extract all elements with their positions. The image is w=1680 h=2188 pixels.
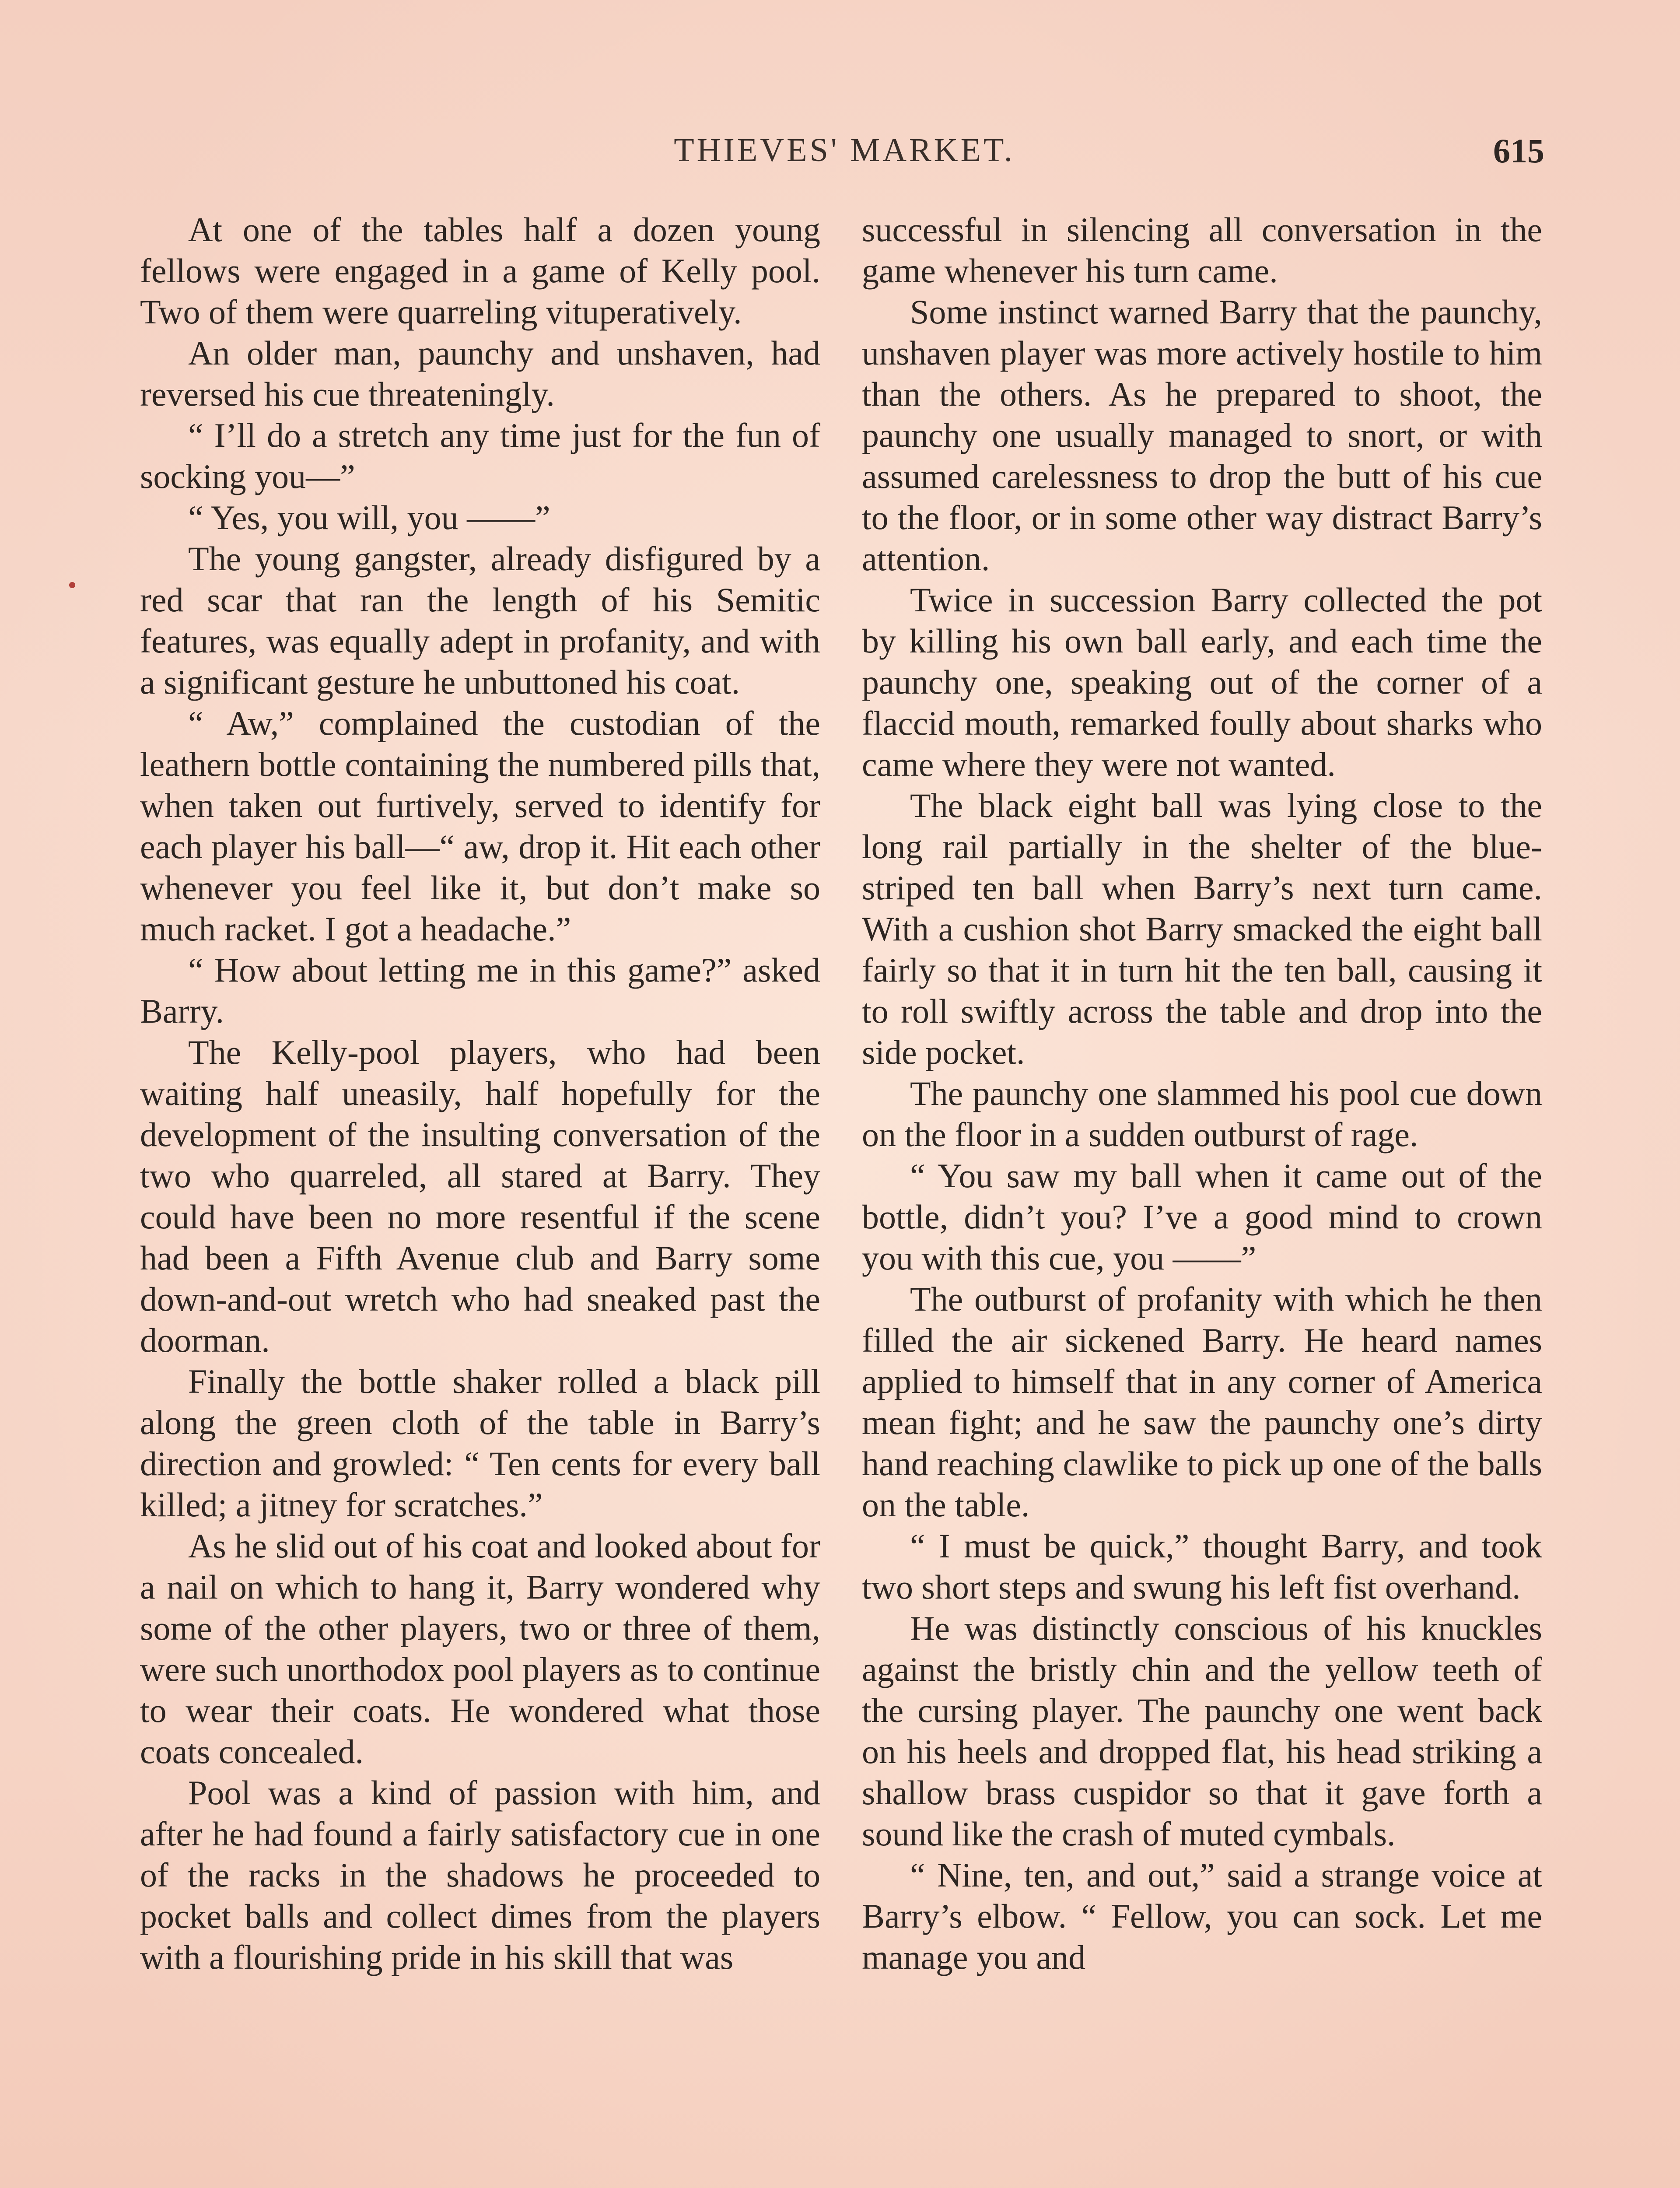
paragraph: The outburst of profanity with which he then filled the air sickened Barry. He heard names applied to himself that in any corner of America mean fight; and he saw the paunchy one’s dirty hand reaching clawlike to pick up one of the balls on the table. [862, 1280, 1542, 1524]
paragraph: Finally the bottle shaker rolled a black pill along the green cloth of the table in Barry’s direction and growled: “ Ten cents for every ball killed; a jitney for scratches.” [140, 1362, 820, 1524]
paragraph: “ Aw,” complained the custodian of the leathern bottle containing the numbered pills that, when taken out furtively, served to identify for each player his ball—“ aw, drop it. Hit each other whenever you feel like it, but don’t make so much racket. I got a headache.” [140, 704, 820, 948]
right-text-column [862, 209, 1542, 1978]
paragraph: “ You saw my ball when it came out of the bottle, didn’t you? I’ve a good mind to crown you with this cue, you ——” [862, 1157, 1542, 1277]
paragraph: “ Nine, ten, and out,” said a strange voice at Barry’s elbow. “ Fellow, you can sock. Let me manage you and [862, 1856, 1542, 1976]
paragraph: The black eight ball was lying close to the long rail partially in the shelter of the blue-striped ten ball when Barry’s next turn came. With a cushion shot Barry smacked the eight ball fairly so that it in turn hit the ten ball, causing it to roll swiftly across the table and drop into the side pocket. [862, 786, 1542, 1071]
running-head [144, 131, 1544, 179]
running-title: THIEVES' MARKET. [674, 132, 1015, 168]
paragraph: “ I must be quick,” thought Barry, and took two short steps and swung his left fist overhand. [862, 1527, 1542, 1606]
paper-speck [69, 582, 75, 588]
paragraph: “ I’ll do a stretch any time just for the fun of socking you—” [140, 416, 820, 495]
paragraph: Pool was a kind of passion with him, and after he had found a fairly satisfactory cue in one of the racks in the shadows he proceeded to pocket balls and collect dimes from the players with a flourishing pride in his skill that was [140, 1774, 820, 1976]
page-number: 615 [1493, 132, 1544, 170]
paragraph: As he slid out of his coat and looked about for a nail on which to hang it, Barry wondered why some of the other players, two or three of them, were such unorthodox pool players as to continue to wear their coats. He wondered what those coats concealed. [140, 1527, 820, 1771]
paragraph: “ How about letting me in this game?” asked Barry. [140, 951, 820, 1030]
paragraph: successful in silencing all conversation in the game whenever his turn came. [862, 210, 1542, 290]
paragraph: The paunchy one slammed his pool cue down on the floor in a sudden outburst of rage. [862, 1074, 1542, 1154]
paragraph: “ Yes, you will, you ——” [188, 498, 550, 536]
left-text-column [140, 209, 820, 1978]
paragraph: Twice in succession Barry collected the pot by killing his own ball early, and each time the paunchy one, speaking out of the corner of a flaccid mouth, remarked foully about sharks who came where they were not wanted. [862, 581, 1542, 783]
paragraph: The young gangster, already disfigured by a red scar that ran the length of his Semitic features, was equally adept in profanity, and with a significant gesture he unbuttoned his coat. [140, 540, 820, 701]
paragraph: At one of the tables half a dozen young fellows were engaged in a game of Kelly pool. Two of them were quarreling vituperatively. [140, 210, 820, 331]
paragraph: The Kelly-pool players, who had been waiting half uneasily, half hopefully for the development of the insulting conversation of the two who quarreled, all stared at Barry. They could have been no more resentful if the scene had been a Fifth Avenue club and Barry some down-and-out wretch who had sneaked past the doorman. [140, 1033, 820, 1359]
paragraph: An older man, paunchy and unshaven, had reversed his cue threateningly. [140, 334, 820, 413]
paragraph: He was distinctly conscious of his knuckles against the bristly chin and the yellow teeth of the cursing player. The paunchy one went back on his heels and dropped flat, his head striking a shallow brass cuspidor so that it gave forth a sound like the crash of muted cymbals. [862, 1609, 1542, 1853]
paragraph: Some instinct warned Barry that the paunchy, unshaven player was more actively hostile to him than the others. As he prepared to shoot, the paunchy one usually managed to snort, or with assumed carelessness to drop the butt of his cue to the floor, or in some other way distract Barry’s attention. [862, 293, 1542, 578]
